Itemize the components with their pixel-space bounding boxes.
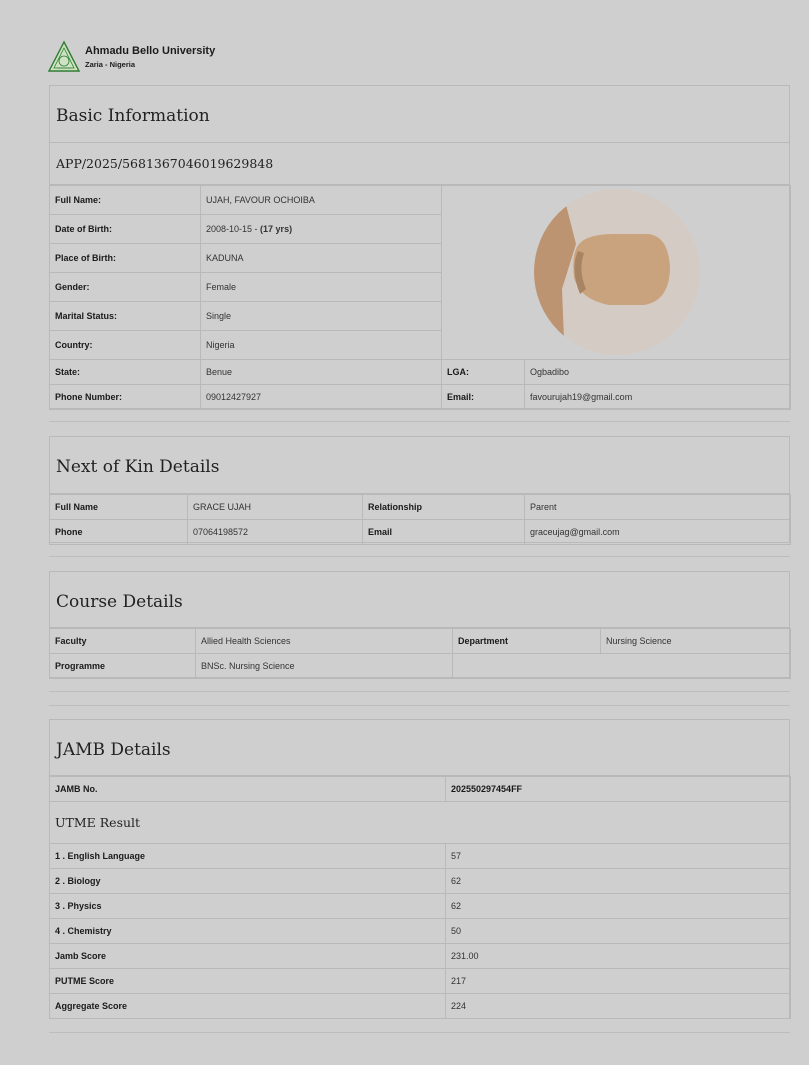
- gender-value: Female: [201, 273, 442, 302]
- field-label: State:: [50, 360, 201, 385]
- aggregate-score-value: 224: [446, 994, 791, 1019]
- basic-information-card: [49, 85, 790, 409]
- subject-label: 1 . English Language: [50, 844, 446, 869]
- divider: [49, 705, 790, 706]
- divider: [49, 691, 790, 692]
- photo-cell: [442, 186, 791, 360]
- country-value: Nigeria: [201, 331, 442, 360]
- state-value: Benue: [201, 360, 442, 385]
- field-label: Phone: [50, 520, 188, 545]
- place-of-birth-value: KADUNA: [201, 244, 442, 273]
- jamb-table: [49, 776, 791, 1019]
- field-label: Relationship: [363, 495, 525, 520]
- table-row: [50, 360, 791, 385]
- subject-score: 50: [446, 919, 791, 944]
- applicant-photo: [534, 189, 700, 355]
- course-details-table: [49, 628, 791, 679]
- table-row: [50, 629, 791, 654]
- field-label: Full Name: [50, 495, 188, 520]
- divider: [49, 421, 790, 422]
- table-row: [50, 894, 791, 919]
- subject-label: 2 . Biology: [50, 869, 446, 894]
- field-label: Faculty: [50, 629, 196, 654]
- email-value: favourujah19@gmail.com: [525, 385, 791, 410]
- divider: [49, 556, 790, 557]
- divider: [49, 1032, 790, 1033]
- empty-cell: [453, 654, 791, 679]
- faculty-value: Allied Health Sciences: [196, 629, 453, 654]
- utme-result-heading: UTME Result: [50, 802, 791, 844]
- field-label: LGA:: [442, 360, 525, 385]
- dob-value: [201, 215, 442, 244]
- field-label: Gender:: [50, 273, 201, 302]
- subject-score: 62: [446, 894, 791, 919]
- field-label: Programme: [50, 654, 196, 679]
- lga-value: Ogbadibo: [525, 360, 791, 385]
- dob-age: (17 yrs): [260, 224, 293, 234]
- university-location: Zaria - Nigeria: [85, 60, 136, 69]
- department-value: Nursing Science: [601, 629, 791, 654]
- field-label: Country:: [50, 331, 201, 360]
- page-header: [47, 40, 215, 74]
- putme-score-value: 217: [446, 969, 791, 994]
- field-label: Department: [453, 629, 601, 654]
- table-row: [50, 186, 791, 215]
- next-of-kin-table: [49, 494, 791, 545]
- table-row: [50, 994, 791, 1019]
- field-label: Full Name:: [50, 186, 201, 215]
- table-row: [50, 869, 791, 894]
- course-details-title: Course Details: [50, 572, 789, 628]
- table-row: [50, 944, 791, 969]
- field-label: Email:: [442, 385, 525, 410]
- table-row: [50, 385, 791, 410]
- subject-score: 57: [446, 844, 791, 869]
- table-row: [50, 844, 791, 869]
- course-details-card: [49, 571, 790, 678]
- field-label: Marital Status:: [50, 302, 201, 331]
- abu-crest-logo-icon: [47, 40, 81, 74]
- score-label: Aggregate Score: [50, 994, 446, 1019]
- subject-score: 62: [446, 869, 791, 894]
- phone-value: 09012427927: [201, 385, 442, 410]
- basic-information-title: Basic Information: [50, 86, 789, 143]
- subject-label: 3 . Physics: [50, 894, 446, 919]
- programme-value: BNSc. Nursing Science: [196, 654, 453, 679]
- jamb-score-value: 231.00: [446, 944, 791, 969]
- table-row: [50, 777, 791, 802]
- kin-phone-value: 07064198572: [188, 520, 363, 545]
- application-number: APP/2025/5681367046019629848: [50, 143, 789, 185]
- table-row: [50, 520, 791, 545]
- jamb-number-value: 202550297454FF: [446, 777, 791, 802]
- table-row: [50, 969, 791, 994]
- next-of-kin-title: Next of Kin Details: [50, 437, 789, 494]
- jamb-details-title: JAMB Details: [50, 720, 789, 776]
- field-label: Phone Number:: [50, 385, 201, 410]
- score-label: PUTME Score: [50, 969, 446, 994]
- subject-label: 4 . Chemistry: [50, 919, 446, 944]
- next-of-kin-card: [49, 436, 790, 543]
- field-label: Place of Birth:: [50, 244, 201, 273]
- basic-info-table: [49, 185, 791, 410]
- kin-email-value: graceujag@gmail.com: [525, 520, 791, 545]
- jamb-details-card: [49, 719, 790, 1019]
- kin-relationship-value: Parent: [525, 495, 791, 520]
- full-name-value: UJAH, FAVOUR OCHOIBA: [201, 186, 442, 215]
- table-row: [50, 495, 791, 520]
- table-row: [50, 654, 791, 679]
- kin-name-value: GRACE UJAH: [188, 495, 363, 520]
- marital-status-value: Single: [201, 302, 442, 331]
- table-row: [50, 802, 791, 844]
- university-name: Ahmadu Bello University: [85, 45, 216, 57]
- field-label: Date of Birth:: [50, 215, 201, 244]
- field-label: JAMB No.: [50, 777, 446, 802]
- field-label: Email: [363, 520, 525, 545]
- score-label: Jamb Score: [50, 944, 446, 969]
- table-row: [50, 919, 791, 944]
- dob-date: 2008-10-15 -: [206, 224, 261, 234]
